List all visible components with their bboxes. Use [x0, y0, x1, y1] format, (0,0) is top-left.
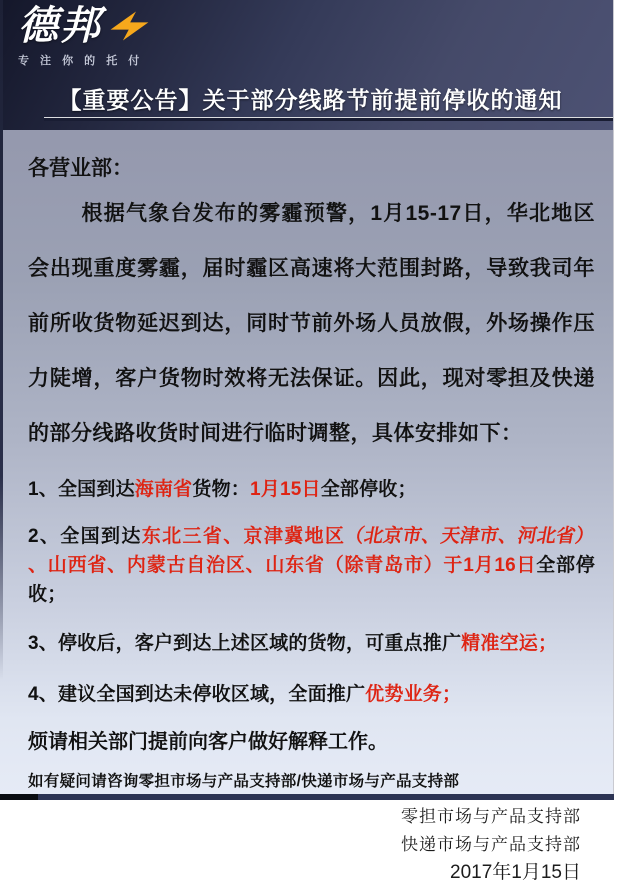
list-item-4: 4、建议全国到达未停收区域，全面推广优势业务； [28, 684, 462, 705]
list-item-3: 3、停收后，客户到达上述区域的货物，可重点推广精准空运； [28, 633, 558, 654]
header-banner [0, 0, 621, 130]
logo-tagline: 专 注 你 的 托 付 [18, 55, 144, 67]
logo-row [18, 6, 150, 46]
signature-block [28, 803, 595, 887]
left-edge-strip [0, 0, 3, 680]
notice-body [0, 130, 621, 883]
notice-title: 【重要公告】关于部分线路节前提前停收的通知 [58, 87, 563, 113]
list-item-2: 2、全国到达东北三省、京津冀地区（北京市、天津市、河北省）、山西省、内蒙古自治区、山东省（除青岛市）于1月16日全部停收； [28, 526, 597, 605]
logo-brand-text: 德邦 [18, 4, 102, 48]
list-item-1: 1、全国到达海南省货物：1月15日全部停收； [28, 479, 417, 500]
intro-paragraph: 根据气象台发布的雾霾预警，1月15-17日，华北地区会出现重度雾霾，届时霾区高速将大范围封路，导致我司年前所收货物延迟到达，同时节前外场人员放假，外场操作压力陡增，客户货物时效将无法保证。因此，现对零担及快递的部分线路收货时间进行临时调整，具体安排如下： [28, 202, 595, 445]
title-underline [44, 117, 613, 121]
deppon-logo [18, 6, 150, 68]
closing-line: 烦请相关部门提前向客户做好解释工作。 [28, 731, 388, 753]
bottom-bar [0, 794, 614, 800]
signature-line: 快递市场与产品支持部 [401, 835, 581, 854]
right-edge-strip [613, 0, 621, 800]
signature-date: 2017年1月15日 [450, 862, 581, 883]
contact-note: 如有疑问请咨询零担市场与产品支持部/快递市场与产品支持部 [28, 773, 460, 790]
logo-arrow-icon [106, 10, 150, 42]
salutation: 各营业部： [28, 157, 133, 180]
signature-line: 零担市场与产品支持部 [401, 807, 581, 826]
